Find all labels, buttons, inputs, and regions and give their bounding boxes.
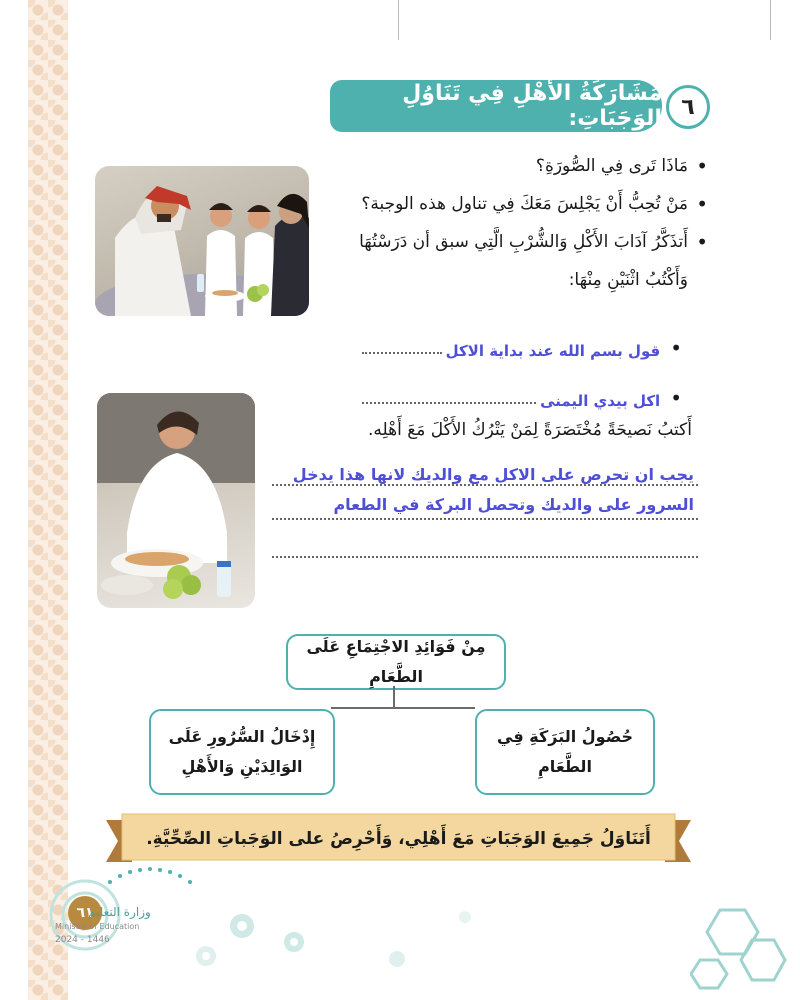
bullet: • <box>670 336 682 360</box>
ministry-logo-text-en: Ministry of Education <box>55 922 140 931</box>
answer-manner-2[interactable]: اكل بيدي اليمنى <box>540 392 661 410</box>
benefit-blessing-line-1: حُصُولُ البَرَكَةِ فِي <box>497 727 633 746</box>
answer-dotted-line <box>362 351 442 354</box>
ministry-logo-text-ar: وزارة التعليم <box>88 905 151 919</box>
advice-dotted-line <box>272 556 698 558</box>
rosette-ornament <box>282 930 306 954</box>
rosette-ornament <box>458 910 472 924</box>
benefit-joy-line-1: إِدْخَالُ السُّرُورِ عَلَى <box>168 727 316 746</box>
boy-eating-photo <box>97 393 255 608</box>
advice-answer-line-1: يجب ان تحرص على الاكل مع والديك لانها هذا يدخل <box>292 465 694 484</box>
family-meal-photo <box>95 166 309 316</box>
answer-manner-1[interactable]: قول بسم الله عند بداية الاكل <box>445 342 661 360</box>
diagram-benefit-blessing <box>475 709 655 795</box>
question-eating-manners-cont: وَأَكْتُبُ اثْنَيْنِ مِنْهَا: <box>568 270 688 290</box>
diagram-main-box: مِنْ فَوَائِدِ الاجْتِمَاعِ عَلَى الطَّعَامِ <box>286 634 506 690</box>
family-meal-illustration <box>95 166 309 316</box>
question-what-do-you-see: • مَاذَا تَرى فِي الصُّورَةِ؟ <box>308 147 708 185</box>
diagram-connector-vertical <box>393 686 395 708</box>
answer-row-2 <box>362 380 682 410</box>
advice-prompt: أَكتبُ نَصيحَةً مُخْتَصَرَةً لِمَنْ يَتْرُكُ الأَكْلَ مَعَ أَهْلِه. <box>368 420 692 440</box>
edition-year: 2024 - 1446 <box>55 935 110 945</box>
rosette-ornament <box>228 912 256 940</box>
dotted-arch-ornament <box>105 862 195 888</box>
benefit-blessing-line-2: الطَّعَامِ <box>538 757 592 776</box>
advice-answer[interactable] <box>274 460 694 520</box>
crop-mark <box>770 0 771 40</box>
section-title: مُشَارَكَةُ الأَهْلِ فِي تَنَاوُلِ الوَجَبَاتِ: <box>330 80 662 132</box>
question-who-to-sit-with: • مَنْ تُحِبُّ أَنْ يَجْلِسَ مَعَكَ فِي تناول هذه الوجبة؟ <box>308 185 708 223</box>
section-header <box>330 80 710 132</box>
section-number-badge: ٦ <box>666 85 710 129</box>
benefit-joy-line-2: الوَالِدَيْنِ وَالأَهْلِ <box>181 757 303 776</box>
summary-banner <box>106 810 691 868</box>
question-eating-manners: • أَتذَكَّرُ آدَابَ الأَكْلِ وَالشُّرْبِ الَّتِي سبق أن دَرَسْتُهَا <box>308 223 708 261</box>
page-number: ٦١ <box>68 896 102 930</box>
ornamental-border <box>28 0 68 1000</box>
banner-text: أَتَنَاوَلُ جَمِيعَ الوَجَبَاتِ مَعَ أَهْلِي، وَأَحْرِصُ على الوَجَباتِ الصِّحِّيَّةِ. <box>146 829 651 849</box>
diagram-connector-horizontal <box>331 707 475 709</box>
bullet: • <box>670 386 682 410</box>
question-list <box>308 147 708 299</box>
advice-answer-line-2: السرور على والديك وتحصل البركة في الطعام <box>333 495 694 514</box>
answer-row-1 <box>362 330 682 360</box>
diagram-benefit-joy <box>149 709 335 795</box>
boy-eating-illustration <box>97 393 255 608</box>
rosette-ornament <box>388 950 406 968</box>
rosette-ornament <box>194 944 218 968</box>
crop-mark <box>398 0 399 40</box>
answer-dotted-line <box>362 401 536 404</box>
hexagon-logo <box>690 900 790 990</box>
